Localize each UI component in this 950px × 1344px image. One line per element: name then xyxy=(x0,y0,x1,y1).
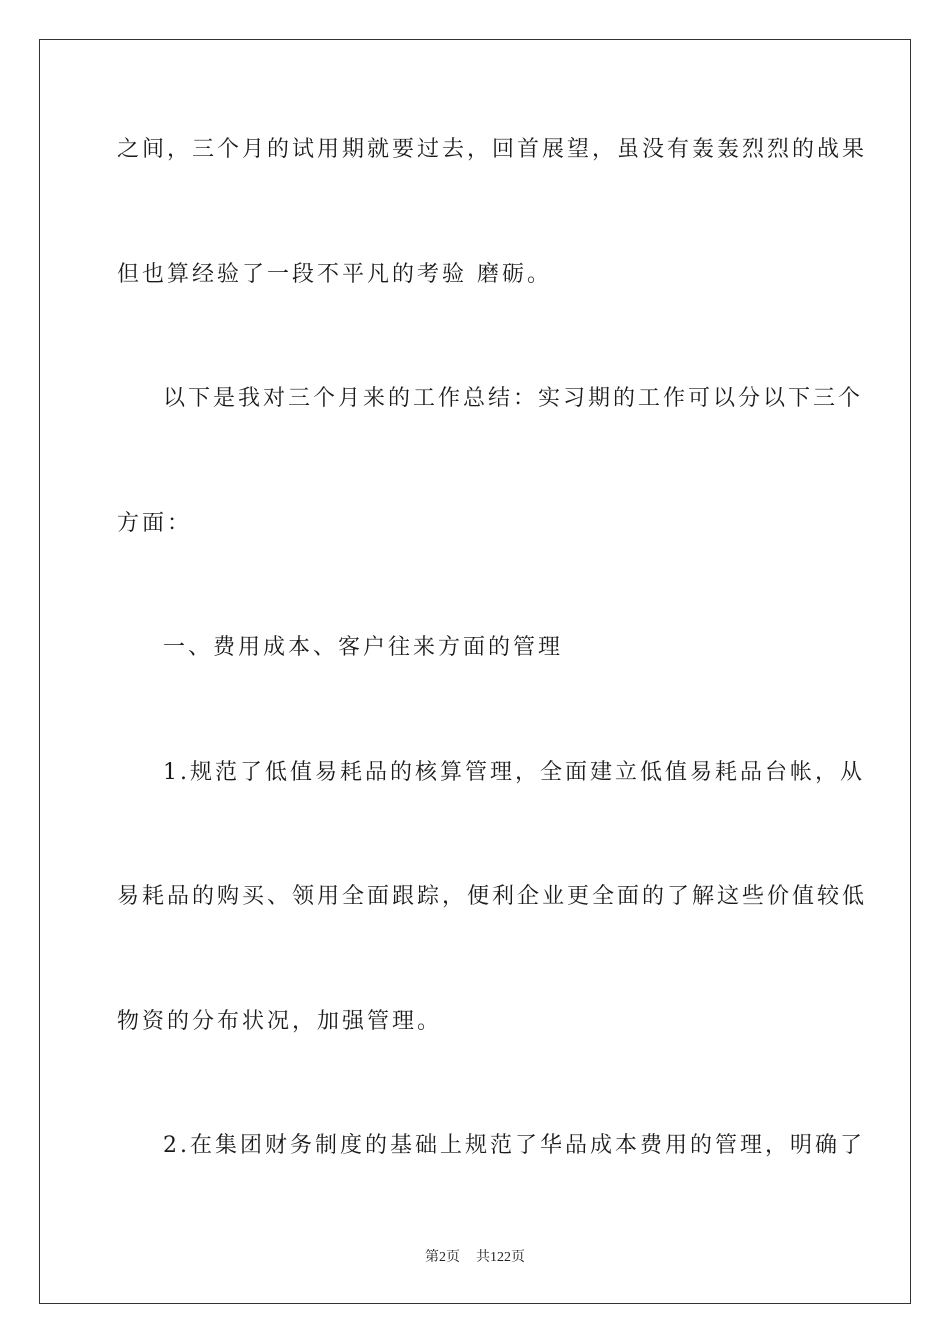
paragraph-line-4: 方面： xyxy=(117,511,193,536)
page-number: 第2页 xyxy=(425,1250,460,1265)
paragraph-line-3: 以下是我对三个月来的工作总结：实习期的工作可以分以下三个 xyxy=(163,386,864,411)
paragraph-line-9: 2.在集团财务制度的基础上规范了华品成本费用的管理，明确了 xyxy=(163,1133,865,1158)
page-footer xyxy=(0,1246,950,1266)
total-pages: 共122页 xyxy=(476,1250,525,1265)
paragraph-line-6: 1.规范了低值易耗品的核算管理，全面建立低值易耗品台帐，从 xyxy=(163,760,865,785)
paragraph-line-7: 易耗品的购买、领用全面跟踪，便利企业更全面的了解这些价值较低 xyxy=(117,884,868,909)
paragraph-line-1: 之间，三个月的试用期就要过去，回首展望，虽没有轰轰烈烈的战果 xyxy=(117,137,868,162)
section-heading: 一、费用成本、客户往来方面的管理 xyxy=(163,635,564,660)
page-frame xyxy=(39,39,911,1304)
paragraph-line-2: 但也算经验了一段不平凡的考验 磨砺。 xyxy=(117,262,552,287)
paragraph-line-8: 物资的分布状况，加强管理。 xyxy=(117,1009,443,1034)
